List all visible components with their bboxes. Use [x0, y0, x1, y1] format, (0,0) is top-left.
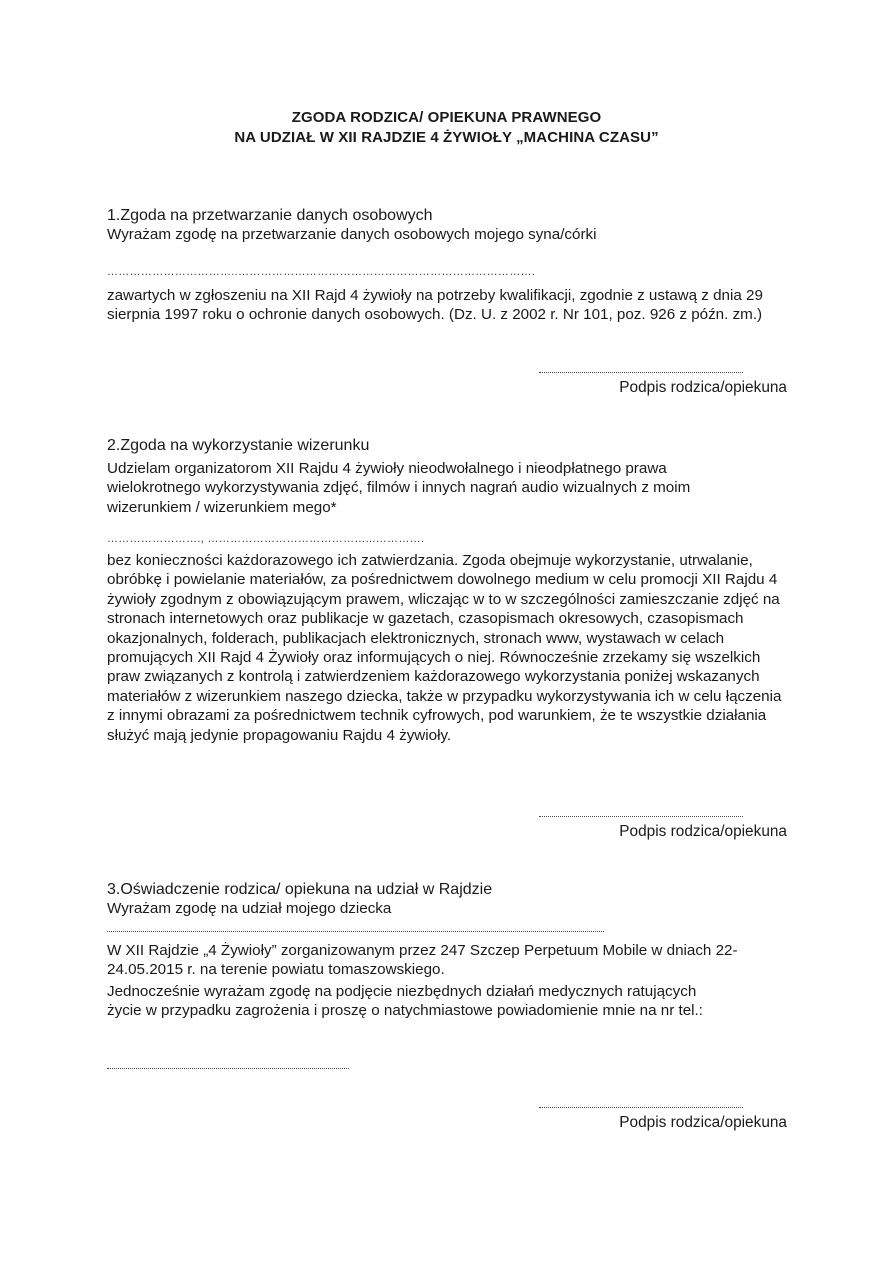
section3-intro: Wyrażam zgodę na udział mojego dziecka [107, 900, 392, 917]
section3-signature-line[interactable] [539, 1107, 743, 1108]
document-title-line1: ZGODA RODZICA/ OPIEKUNA PRAWNEGO [291, 109, 602, 126]
section3-body1: W XII Rajdzie „4 Żywioły” zorganizowanym przez 247 Szczep Perpetuum Mobile w dniach 22-24.05.2015 r. na terenie powiatu tomaszowskiego. [107, 942, 738, 979]
section2-heading: 2.Zgoda na wykorzystanie wizerunku [107, 437, 370, 454]
section2-header [107, 436, 797, 455]
section1-child-name-field[interactable]: ……………………………..……………………………………………………………………. [107, 266, 536, 278]
section3-body2: Jednocześnie wyrażam zgodę na podjęcie niezbędnych działań medycznych ratujących życie w przypadku zagrożenia i proszę o natychmiastowe powiadomienie mnie na nr tel.: [107, 983, 703, 1020]
section1-signature-label: Podpis rodzica/opiekuna [619, 379, 787, 396]
section1-body: zawartych w zgłoszeniu na XII Rajd 4 żywioły na potrzeby kwalifikacji, zgodnie z ustawą z dnia 29 sierpnia 1997 roku o ochronie danych osobowych. (Dz. U. z 2002 r. Nr 101, poz. 926 z późn. zm.) [107, 287, 763, 324]
section2-intro: Udzielam organizatorom XII Rajdu 4 żywioły nieodwołalnego i nieodpłatnego prawa wielokrotnego wykorzystywania zdjęć, filmów i innych nagrań audio wizualnych z moim wizerunkiem / wizerunkiem mego* [107, 460, 691, 516]
section1-signature-line[interactable] [539, 372, 743, 373]
section3-child-name-field[interactable] [107, 931, 604, 932]
document-title-line2: NA UDZIAŁ W XII RAJDZIE 4 ŻYWIOŁY „MACHINA CZASU” [234, 129, 659, 146]
section3-header [107, 880, 797, 918]
section2-signature-line[interactable] [539, 816, 743, 817]
section2-signature-label: Podpis rodzica/opiekuna [619, 823, 787, 840]
section1-header [107, 206, 797, 244]
section3-signature-label: Podpis rodzica/opiekuna [619, 1114, 787, 1131]
section2-child-name-field[interactable]: ……………………., ……………………………………...…………. [107, 533, 425, 545]
section1-intro: Wyrażam zgodę na przetwarzanie danych osobowych mojego syna/córki [107, 226, 597, 243]
section1-heading: 1.Zgoda na przetwarzanie danych osobowych [107, 207, 433, 224]
phone-number-field[interactable] [107, 1068, 349, 1069]
section2-body: bez konieczności każdorazowego ich zatwierdzania. Zgoda obejmuje wykorzystanie, utrwalanie, obróbkę i powielanie materiałów, za pośrednictwem dowolnego medium w celu promocji XII Rajdu 4 żywioły zgodnym z obowiązującym prawem, wliczając w to w szczególności zamieszczanie zdjęć na stronach internetowych oraz publikacje w gazetach, czasopismach okresowych, czasopismach okazjonalnych, folderach, publikacjach elektronicznych, stronach www, wystawach w celach promujących XII Rajd 4 Żywioły oraz informujących o niej. Równocześnie zrzekamy się wszelkich praw związanych z kontrolą i zatwierdzeniem każdorazowego wykorzystania poniżej wskazanych materiałów z wizerunkiem naszego dziecka, także w przypadku wykorzystywania ich w celu łączenia z innymi obrazami za pośrednictwem technik cyfrowych, pod warunkiem, że te wszystkie działania służyć mają jedynie propagowaniu Rajdu 4 żywioły. [107, 552, 782, 744]
section3-heading: 3.Oświadczenie rodzica/ opiekuna na udział w Rajdzie [107, 881, 493, 898]
